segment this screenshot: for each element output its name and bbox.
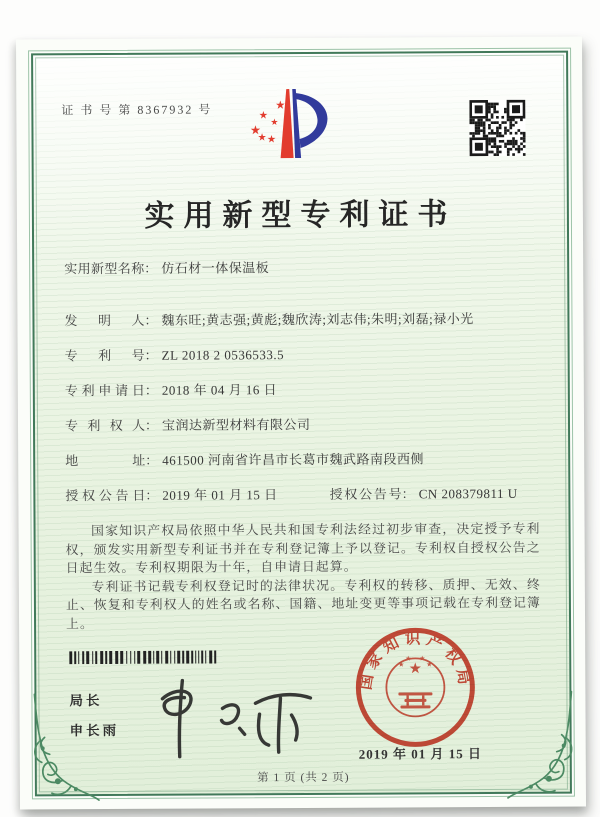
field-label: 专利号 (64, 347, 145, 364)
field-label: 专利权人 (64, 417, 146, 434)
field-value: 2019 年 01 月 15 日 (162, 487, 278, 503)
cnipa-logo-icon (247, 86, 339, 166)
field-label: 授权公告日 (65, 487, 146, 504)
legal-paragraphs (66, 520, 542, 634)
field-row-filing-date (65, 380, 540, 399)
certificate-body (64, 258, 541, 634)
barcode (69, 650, 217, 664)
field-label: 专利申请日 (64, 382, 145, 399)
grant-number-pair (330, 485, 518, 503)
certificate-frame (31, 51, 572, 797)
field-label: 地址 (65, 452, 146, 469)
field-row-address (65, 450, 540, 469)
field-row-patentee (65, 415, 540, 434)
field-value: 魏东旺;黄志强;黄彪;魏欣涛;刘志伟;朱明;刘磊;禄小光 (161, 311, 474, 328)
certificate-paper (16, 37, 586, 810)
field-value: 宝润达新型材料有限公司 (161, 416, 311, 433)
field-label: 发明人 (64, 312, 145, 329)
legal-paragraph: 专利证书记载专利权登记时的法律状况。专利权的转移、质押、无效、终止、恢复和专利权人的姓名或名称、国籍、地址变更等事项记载在专利登记簿上。 (65, 577, 541, 632)
field-colon: ： (145, 452, 159, 468)
field-colon: ： (144, 312, 158, 328)
field-value: 2018 年 04 月 16 日 (161, 382, 278, 398)
field-colon: ： (144, 347, 158, 363)
field-row-patent-no (65, 345, 540, 364)
seal-date: 2019 年 01 月 15 日 (358, 746, 483, 762)
director-name: 申长雨 (69, 722, 120, 739)
director-signature (142, 672, 317, 765)
field-colon: ： (401, 486, 415, 502)
national-emblem-icon (386, 655, 444, 716)
official-seal (353, 625, 478, 750)
field-colon: ： (144, 260, 158, 276)
field-label: 授权公告号 (329, 486, 402, 502)
grant-date-pair (65, 486, 277, 504)
svg-text:国家知识产权局 (355, 629, 474, 691)
seal-text: 国家知识产权局 (357, 630, 474, 692)
field-colon: ： (145, 487, 159, 503)
field-row-grant (65, 485, 540, 504)
certificate-number: 证 书 号 第 8367932 号 (61, 102, 213, 118)
field-colon: ： (144, 417, 159, 433)
field-row-name (64, 258, 539, 277)
field-value: ZL 2018 2 0536533.5 (161, 347, 285, 363)
page-number: 第 1 页 (共 2 页) (257, 771, 350, 785)
field-value: 461500 河南省许昌市长葛市魏武路南段西侧 (162, 451, 425, 468)
field-label: 实用新型名称 (64, 260, 145, 277)
field-value: 仿石材一体保温板 (161, 260, 270, 276)
field-row-inventors (64, 310, 539, 329)
legal-paragraph: 国家知识产权局依照中华人民共和国专利法经过初步审查，决定授予专利权，颁发实用新型专利证书并在专利登记簿上予以登记。专利权自授权公告之日起生效。专利权期限为十年，自申请日起算。 (65, 521, 541, 576)
field-value: CN 208379811 U (418, 485, 518, 502)
certificate-title: 实用新型专利证书 (144, 198, 457, 233)
corner-ornament-icon (503, 688, 576, 800)
qr-code (469, 99, 525, 157)
field-colon: ： (144, 382, 158, 398)
director-title: 局长 (69, 693, 103, 709)
corner-ornament-icon (30, 690, 103, 802)
